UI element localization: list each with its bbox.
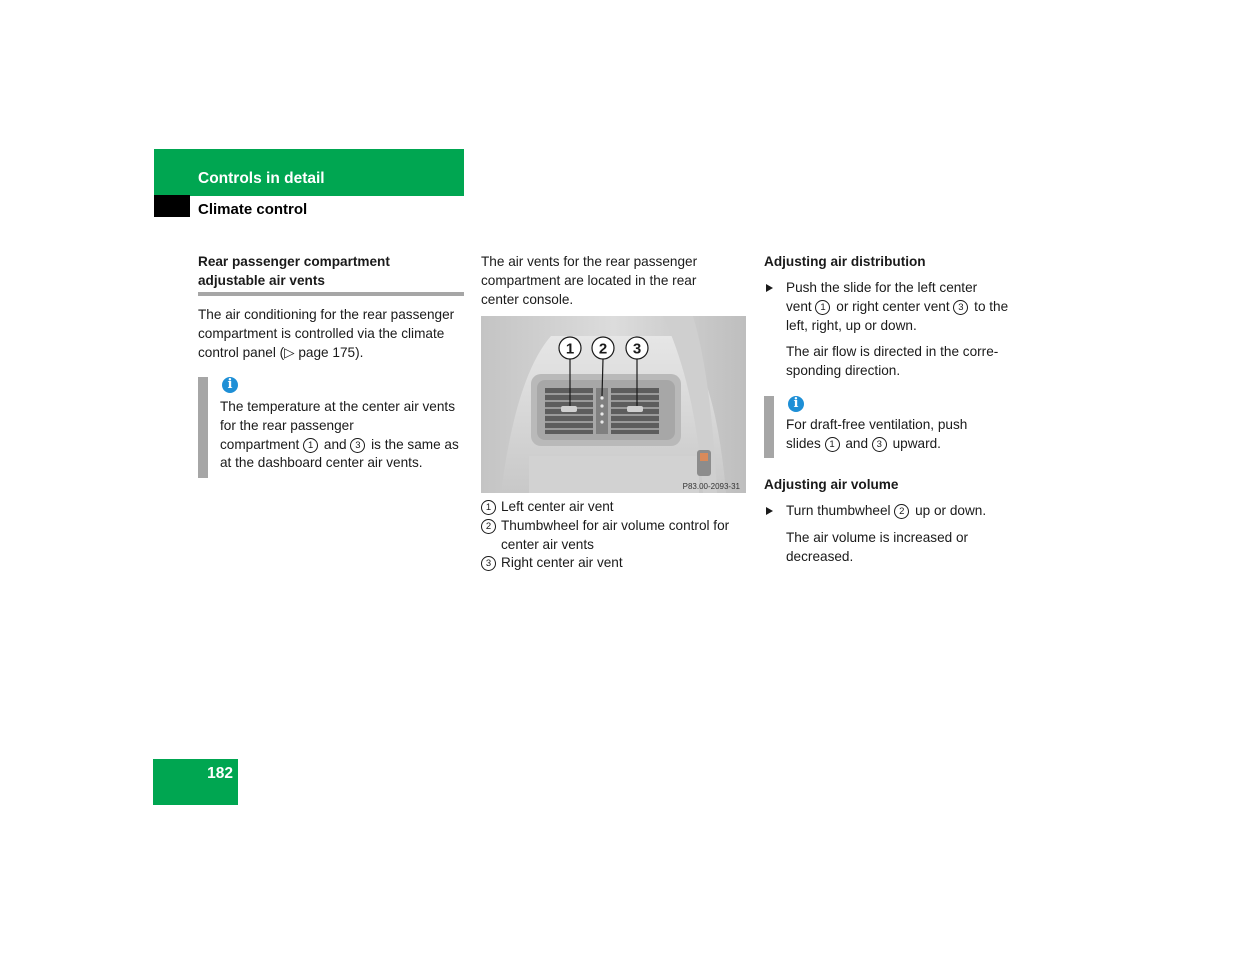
result-line: The air volume is increased or [786,530,969,545]
volume-step [786,502,1036,521]
legend-item [481,498,751,517]
step-text: to the [974,298,1009,314]
callout-number-1: 1 [303,438,318,453]
info-line [786,435,1026,454]
legend-number: 3 [481,556,496,571]
info-note-bar [764,396,774,458]
right-vent-louvers [611,388,659,434]
callout-number-1: 1 [815,300,830,315]
info-text: compartment [220,436,300,452]
info-note-text [220,398,470,473]
paragraph-line: compartment is controlled via the climate [198,325,445,341]
step-text: up or down. [915,503,987,518]
info-line [220,436,470,455]
legend-number: 1 [481,500,496,515]
photo-callout-3: 3 [632,340,642,358]
section-title: Controls in detail [198,170,325,187]
info-line: at the dashboard center air vents. [220,455,423,471]
callout-number-1: 1 [825,437,840,452]
intro-line: center console. [481,291,574,307]
callout-number-2: 2 [894,504,909,519]
volume-result [786,529,1036,567]
legend-text: Right center air vent [501,555,623,571]
rear-air-vents-photo [481,316,746,493]
subsection-rule [190,195,464,196]
intro-line: The air vents for the rear passenger [481,254,698,269]
heading-rule [198,292,464,296]
air-volume-heading: Adjusting air volume [764,477,899,492]
column2-intro [481,253,746,309]
legend-item [481,554,751,573]
info-text: upward. [892,435,941,451]
air-distribution-heading: Adjusting air distribution [764,254,926,269]
intro-line: compartment are located in the rear [481,272,697,288]
callout-number-3: 3 [953,300,968,315]
callout-number-3: 3 [872,437,887,452]
distribution-result [786,343,1036,381]
legend-number: 2 [481,519,496,534]
info-icon: i [788,396,804,412]
legend-item [481,517,751,555]
legend-line: center air vents [501,536,594,552]
left-vent-louvers [545,388,593,434]
legend-line: Thumbwheel for air volume control for [501,517,730,533]
callout-number-3: 3 [350,438,365,453]
info-note-text [786,416,1026,454]
column1-paragraph [198,306,468,362]
step-bullet-icon [766,284,773,292]
step-text: Turn thumbwheel [786,503,891,518]
result-line: decreased. [786,548,854,564]
info-text: is the same as [371,436,459,452]
step-line: left, right, up or down. [786,317,917,333]
subsection-title: Climate control [198,201,308,218]
info-line: The temperature at the center air vents [220,399,455,414]
step-line: Push the slide for the left center [786,280,978,295]
result-line: sponding direction. [786,362,901,378]
column1-heading [198,253,468,291]
info-line: for the rear passenger [220,417,354,433]
latch-detail [697,450,711,476]
image-reference-code: P83.00-2093-31 [682,482,740,491]
paragraph-line: The air conditioning for the rear passenger [198,307,455,322]
paragraph-line: control panel (▷ page 175). [198,344,364,360]
column1-heading-line: Rear passenger compartment [198,254,390,269]
photo-callout-2: 2 [598,340,608,358]
legend-text: Left center air vent [501,499,614,514]
console-illustration [481,316,746,493]
info-text: slides [786,435,821,451]
info-line: For draft-free ventilation, push [786,417,968,432]
step-text: vent [786,298,812,314]
distribution-step [786,279,1036,335]
info-icon: i [222,377,238,393]
page-number: 182 [207,765,233,782]
photo-legend [481,498,751,573]
step-text: or right center vent [836,298,950,314]
info-note-bar [198,377,208,478]
step-line [786,298,1036,317]
step-bullet-icon [766,507,773,515]
subsection-marker [154,195,190,217]
column1-heading-line: adjustable air vents [198,272,325,288]
info-text: and [323,436,347,452]
legend-text [501,517,729,555]
result-line: The air flow is directed in the corre- [786,344,999,359]
info-text: and [845,435,869,451]
photo-callout-1: 1 [565,340,575,358]
